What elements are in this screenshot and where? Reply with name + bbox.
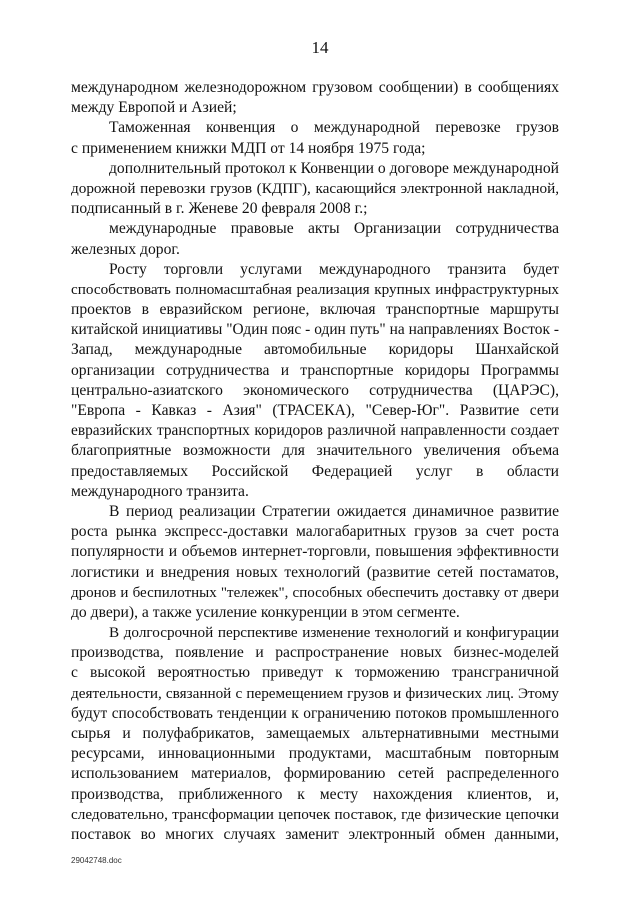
text-line: железных дорог.	[71, 240, 180, 258]
text-line: "Европа - Кавказ - Азия" (ТРАСЕКА), "Север-Юг". Развитие сети	[71, 402, 559, 419]
text-line: международные правовые акты Организации сотрудничества	[109, 220, 559, 238]
text-line: организации сотрудничества и транспортные коридоры Программы	[71, 361, 559, 379]
text-line: международного транзита.	[71, 482, 249, 500]
text-line: с применением книжки МДП от 14 ноября 1975 года;	[71, 139, 426, 157]
text-line: В долгосрочной перспективе изменение технологий и конфигурации	[109, 624, 559, 642]
text-line: подписанный в г. Женеве 20 февраля 2008 г.;	[71, 200, 368, 218]
text-line: Таможенная конвенция о международной перевозке грузов	[109, 119, 559, 137]
text-line: до двери), а также усиление конкуренции в этом сегменте.	[71, 603, 460, 621]
text-line: деятельности, связанной с перемещением грузов и физических лиц. Этому	[71, 684, 559, 702]
text-line: использованием материалов, формированию сетей распределенного	[71, 765, 559, 783]
text-line: В период реализации Стратегии ожидается динамичное развитие	[109, 502, 559, 520]
text-line: поставок во многих случаях заменит электронный обмен данными,	[71, 825, 559, 843]
text-line: производства, появление и распространение новых бизнес-моделей	[71, 644, 559, 662]
text-line: следовательно, трансформации цепочек поставок, где физические цепочки	[71, 805, 559, 823]
text-line: логистики и внедрения новых технологий (развитие сетей постаматов,	[71, 563, 559, 581]
text-line: проектов в евразийском регионе, включая транспортные маршруты	[71, 301, 559, 319]
text-line: будут способствовать тенденции к ограничению потоков промышленного	[71, 704, 559, 722]
text-line: между Европой и Азией;	[71, 99, 237, 117]
text-line: дронов и беспилотных "тележек", способных обеспечить доставку от двери	[71, 584, 559, 601]
text-line: международном железнодорожном грузовом сообщении) в сообщениях	[71, 79, 559, 96]
text-line: предоставляемых Российской Федерацией услуг в области	[71, 462, 559, 480]
text-line: центрально-азиатского экономического сотрудничества (ЦАРЭС),	[71, 381, 559, 399]
text-line: популярности и объемов интернет-торговли, повышения эффективности	[71, 543, 559, 561]
text-line: дополнительный протокол к Конвенции о договоре международной	[109, 159, 559, 177]
text-line: дорожной перевозки грузов (КДПГ), касающийся электронной накладной,	[71, 179, 559, 197]
text-line: производства, приближенного к месту нахождения клиентов, и,	[71, 785, 559, 803]
text-line: ресурсами, инновационными продуктами, масштабным повторным	[71, 745, 559, 763]
text-line: Росту торговли услугами международного транзита будет	[109, 260, 559, 278]
text-line: с высокой вероятностью приведут к торможению трансграничной	[71, 664, 559, 682]
text-line: способствовать полномасштабная реализация крупных инфраструктурных	[71, 280, 559, 298]
text-line: евразийских транспортных коридоров различной направленности создает	[71, 422, 559, 440]
text-line: китайской инициативы "Один пояс - один путь" на направлениях Восток -	[71, 321, 559, 339]
text-line: Запад, международные автомобильные коридоры Шанхайской	[71, 341, 559, 359]
text-line: роста рынка экспресс-доставки малогабаритных грузов за счет роста	[71, 523, 559, 541]
text-line: сырья и полуфабрикатов, замещаемых альтернативными местными	[71, 725, 559, 742]
footer-filename: 29042748.doc	[71, 856, 122, 865]
page-number: 14	[311, 38, 329, 57]
text-line: благоприятные возможности для значительного увеличения объема	[71, 442, 559, 460]
body-text	[71, 78, 559, 845]
